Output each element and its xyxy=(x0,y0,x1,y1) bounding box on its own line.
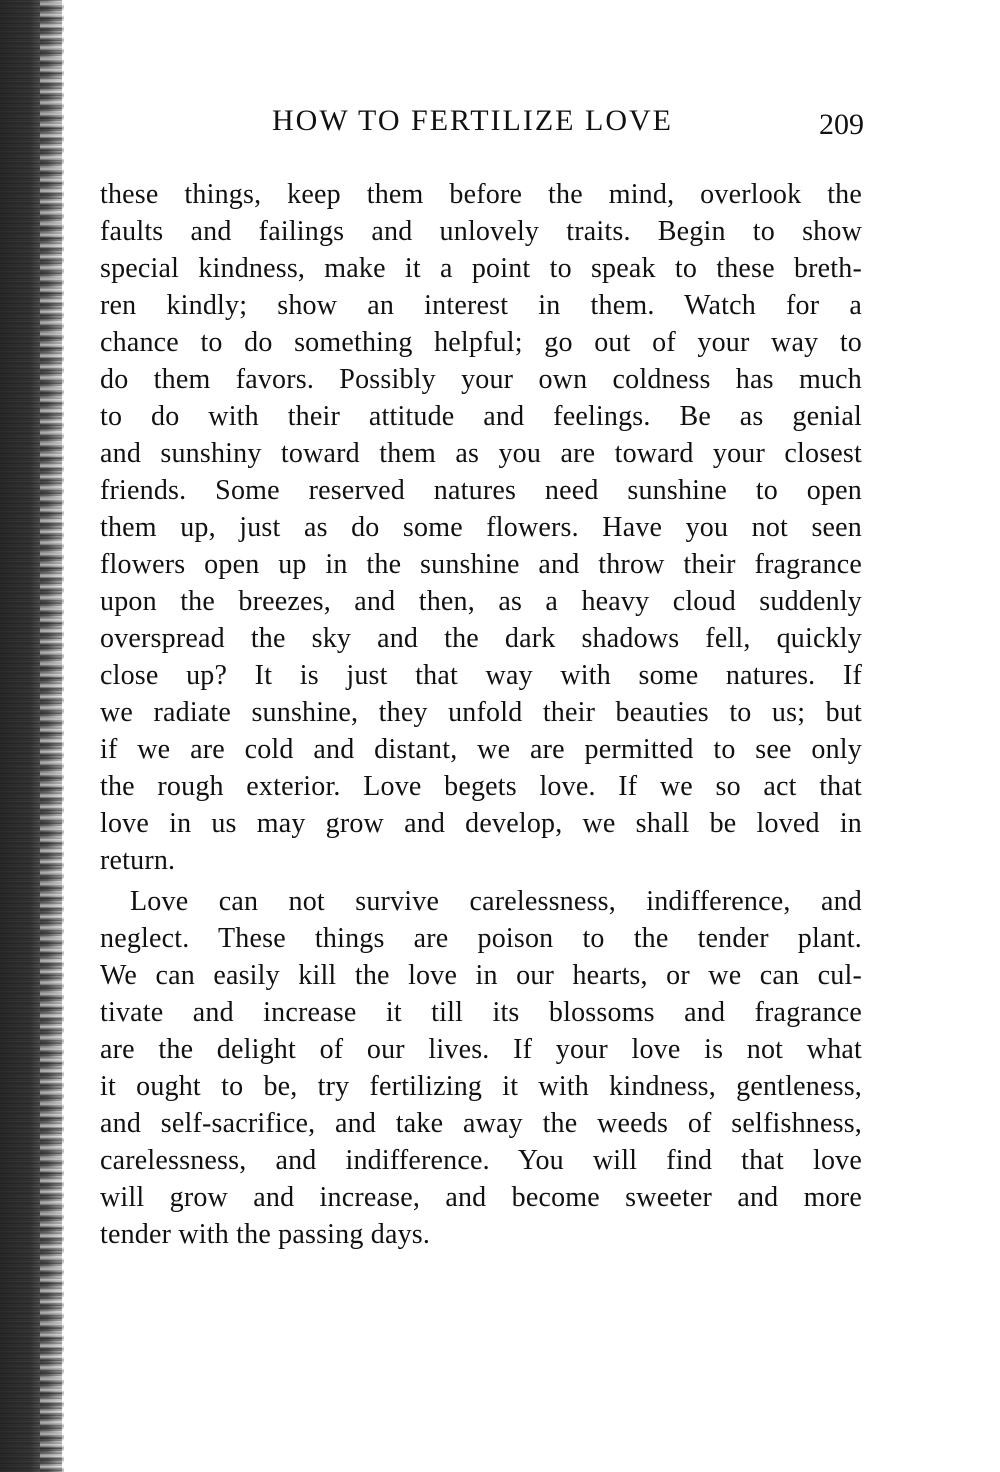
text-line: will grow and increase, and become sweeter and more xyxy=(100,1182,862,1213)
text-line: if we are cold and distant, we are permitted to see only xyxy=(100,734,862,765)
text-line: ren kindly; show an interest in them. Watch for a xyxy=(100,290,862,321)
text-line: and self-sacrifice, and take away the weeds of selfishness, xyxy=(100,1108,862,1139)
body-text xyxy=(100,176,862,1253)
text-line: and sunshiny toward them as you are toward your closest xyxy=(100,438,862,469)
text-line: these things, keep them before the mind, overlook the xyxy=(100,179,862,210)
text-line: close up? It is just that way with some natures. If xyxy=(100,660,862,691)
text-line: upon the breezes, and then, as a heavy cloud suddenly xyxy=(100,586,862,617)
text-line: special kindness, make it a point to speak to these breth- xyxy=(100,253,862,284)
running-head xyxy=(98,104,870,144)
text-line: tivate and increase it till its blossoms and fragrance xyxy=(100,997,862,1028)
text-line: return. xyxy=(100,845,176,876)
text-line: it ought to be, try fertilizing it with kindness, gentleness, xyxy=(100,1071,862,1102)
text-line: them up, just as do some flowers. Have you not seen xyxy=(100,512,862,543)
text-line: love in us may grow and develop, we shall be loved in xyxy=(100,808,862,839)
text-line: friends. Some reserved natures need sunshine to open xyxy=(100,475,862,506)
text-line: are the delight of our lives. If your love is not what xyxy=(100,1034,862,1065)
running-title: HOW TO FERTILIZE LOVE xyxy=(272,104,673,137)
text-line: chance to do something helpful; go out of your way to xyxy=(100,327,862,358)
paragraph-2 xyxy=(100,883,862,1253)
text-line: neglect. These things are poison to the tender plant. xyxy=(100,923,862,954)
text-line: carelessness, and indifference. You will find that love xyxy=(100,1145,862,1176)
page-number: 209 xyxy=(819,108,864,141)
text-line: we radiate sunshine, they unfold their beauties to us; but xyxy=(100,697,862,728)
text-line: flowers open up in the sunshine and throw their fragrance xyxy=(100,549,862,580)
text-line: the rough exterior. Love begets love. If we so act that xyxy=(100,771,862,802)
text-line: do them favors. Possibly your own coldness has much xyxy=(100,364,862,395)
text-line: tender with the passing days. xyxy=(100,1219,431,1250)
text-line: Love can not survive carelessness, indifference, and xyxy=(130,886,862,917)
paragraph-1 xyxy=(100,176,862,879)
text-line: faults and failings and unlovely traits. Begin to show xyxy=(100,216,862,247)
text-line: to do with their attitude and feelings. Be as genial xyxy=(100,401,862,432)
text-line: overspread the sky and the dark shadows fell, quickly xyxy=(100,623,862,654)
binding-shadow xyxy=(40,0,64,1472)
text-line: We can easily kill the love in our hearts, or we can cul- xyxy=(100,960,862,991)
